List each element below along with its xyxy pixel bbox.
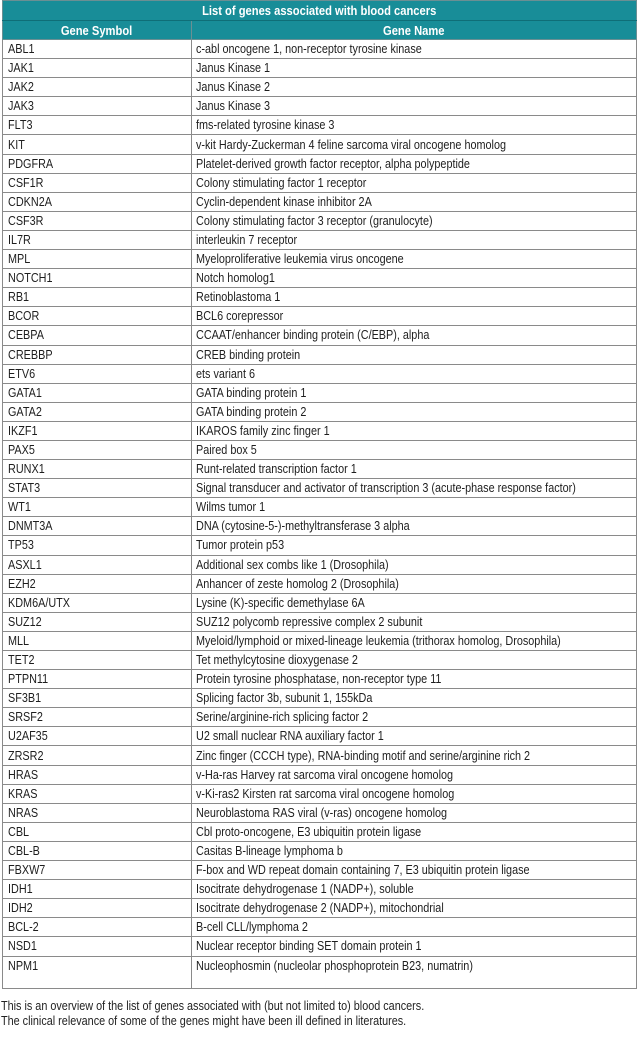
- gene-symbol-cell: [3, 250, 192, 269]
- gene-symbol-cell: [3, 765, 192, 784]
- table-row: [3, 918, 637, 937]
- gene-name-cell: [192, 746, 637, 765]
- gene-name-cell: [192, 383, 637, 402]
- table-row: [3, 479, 637, 498]
- gene-name: IKAROS family zinc finger 1: [196, 423, 330, 438]
- gene-name: fms-related tyrosine kinase 3: [196, 118, 335, 133]
- table-row: [3, 307, 637, 326]
- gene-name-cell: [192, 288, 637, 307]
- gene-name: c-abl oncogene 1, non-receptor tyrosine kinase: [196, 42, 422, 57]
- footnote: [1, 999, 493, 1029]
- gene-symbol-cell: [3, 555, 192, 574]
- gene-symbol-cell: [3, 670, 192, 689]
- gene-name-cell: [192, 307, 637, 326]
- gene-symbol: CREBBP: [8, 347, 53, 362]
- column-header-row: [3, 21, 637, 40]
- gene-symbol-cell: [3, 154, 192, 173]
- gene-symbol-cell: [3, 440, 192, 459]
- column-header-gene-symbol-text: Gene Symbol: [61, 22, 133, 38]
- gene-name: Tet methylcytosine dioxygenase 2: [196, 653, 358, 668]
- gene-symbol-cell: [3, 937, 192, 956]
- gene-name: Neuroblastoma RAS viral (v-ras) oncogene homolog: [196, 805, 448, 820]
- gene-symbol-cell: [3, 651, 192, 670]
- table-row: [3, 345, 637, 364]
- gene-symbol: ABL1: [8, 42, 35, 57]
- gene-name-cell: [192, 803, 637, 822]
- table-row: [3, 670, 637, 689]
- gene-symbol: PAX5: [8, 443, 35, 458]
- table-row: [3, 135, 637, 154]
- table-title: [3, 1, 637, 21]
- table-row: [3, 230, 637, 249]
- gene-name-cell: [192, 956, 637, 988]
- table-row: [3, 269, 637, 288]
- gene-name: Tumor protein p53: [196, 538, 285, 553]
- gene-symbol: GATA1: [8, 385, 42, 400]
- gene-symbol: STAT3: [8, 481, 41, 496]
- table-row: [3, 765, 637, 784]
- gene-name-cell: [192, 631, 637, 650]
- table-row: [3, 612, 637, 631]
- gene-name: ets variant 6: [196, 366, 256, 381]
- gene-name-cell: [192, 116, 637, 135]
- gene-symbol-cell: [3, 574, 192, 593]
- gene-name: interleukin 7 receptor: [196, 232, 298, 247]
- table-row: [3, 822, 637, 841]
- gene-name: Retinoblastoma 1: [196, 290, 281, 305]
- gene-name-cell: [192, 460, 637, 479]
- gene-symbol-cell: [3, 59, 192, 78]
- gene-name-cell: [192, 765, 637, 784]
- gene-symbol-cell: [3, 421, 192, 440]
- gene-name: Additional sex combs like 1 (Drosophila): [196, 557, 389, 572]
- gene-name: Zinc finger (CCCH type), RNA-binding motif and serine/arginine rich 2: [196, 748, 531, 763]
- gene-symbol-cell: [3, 402, 192, 421]
- gene-symbol-cell: [3, 822, 192, 841]
- gene-symbol-cell: [3, 956, 192, 988]
- gene-symbol-cell: [3, 746, 192, 765]
- table-row: [3, 97, 637, 116]
- gene-symbol-cell: [3, 803, 192, 822]
- table-row: [3, 727, 637, 746]
- gene-symbol: KIT: [8, 137, 25, 152]
- gene-symbol-cell: [3, 97, 192, 116]
- table-row: [3, 326, 637, 345]
- gene-symbol-cell: [3, 383, 192, 402]
- gene-name-cell: [192, 269, 637, 288]
- gene-symbol-cell: [3, 841, 192, 860]
- gene-name-cell: [192, 670, 637, 689]
- table-row: [3, 937, 637, 956]
- gene-table-body: [3, 40, 637, 989]
- gene-name-cell: [192, 937, 637, 956]
- table-row: [3, 536, 637, 555]
- gene-name: DNA (cytosine-5-)-methyltransferase 3 alpha: [196, 519, 410, 534]
- gene-name: Notch homolog1: [196, 271, 275, 286]
- gene-symbol: ZRSR2: [8, 748, 44, 763]
- gene-name: Myeloid/lymphoid or mixed-lineage leukemia (trithorax homolog, Drosophila): [196, 633, 561, 648]
- gene-symbol-cell: [3, 116, 192, 135]
- gene-symbol: BCOR: [8, 309, 40, 324]
- gene-symbol: TP53: [8, 538, 34, 553]
- gene-symbol-cell: [3, 326, 192, 345]
- gene-name: B-cell CLL/lymphoma 2: [196, 920, 308, 935]
- table-row: [3, 40, 637, 59]
- gene-symbol-cell: [3, 612, 192, 631]
- gene-symbol: JAK3: [8, 99, 34, 114]
- gene-symbol-cell: [3, 536, 192, 555]
- gene-name-cell: [192, 708, 637, 727]
- gene-name: Colony stimulating factor 1 receptor: [196, 175, 367, 190]
- gene-symbol: FBXW7: [8, 863, 46, 878]
- gene-symbol: RUNX1: [8, 462, 45, 477]
- gene-symbol-cell: [3, 689, 192, 708]
- gene-symbol-cell: [3, 288, 192, 307]
- table-row: [3, 651, 637, 670]
- gene-symbol-cell: [3, 517, 192, 536]
- table-row: [3, 288, 637, 307]
- gene-symbol: NSD1: [8, 939, 37, 954]
- gene-symbol-cell: [3, 708, 192, 727]
- table-row: [3, 631, 637, 650]
- gene-symbol-cell: [3, 918, 192, 937]
- gene-name-cell: [192, 250, 637, 269]
- gene-symbol-cell: [3, 784, 192, 803]
- table-row: [3, 211, 637, 230]
- gene-symbol-cell: [3, 498, 192, 517]
- gene-symbol: MLL: [8, 633, 30, 648]
- gene-symbol-cell: [3, 479, 192, 498]
- gene-symbol-cell: [3, 192, 192, 211]
- gene-name: F-box and WD repeat domain containing 7, E3 ubiquitin protein ligase: [196, 863, 530, 878]
- gene-name: Isocitrate dehydrogenase 2 (NADP+), mitochondrial: [196, 901, 444, 916]
- gene-name-cell: [192, 841, 637, 860]
- gene-name: Myeloproliferative leukemia virus oncogene: [196, 252, 404, 267]
- gene-name: Runt-related transcription factor 1: [196, 462, 357, 477]
- gene-name-cell: [192, 517, 637, 536]
- gene-name: Serine/arginine-rich splicing factor 2: [196, 710, 369, 725]
- footnote-line-1: This is an overview of the list of genes associated with (but not limited to) blood cancers.: [1, 999, 425, 1013]
- gene-symbol: EZH2: [8, 576, 36, 591]
- gene-name-cell: [192, 555, 637, 574]
- gene-symbol: SF3B1: [8, 691, 42, 706]
- gene-name: Casitas B-lineage lymphoma b: [196, 843, 343, 858]
- gene-name-cell: [192, 192, 637, 211]
- gene-name: Colony stimulating factor 3 receptor (granulocyte): [196, 213, 433, 228]
- gene-symbol-cell: [3, 460, 192, 479]
- gene-name-cell: [192, 651, 637, 670]
- gene-name: Nucleophosmin (nucleolar phosphoprotein B23, numatrin): [196, 958, 473, 973]
- gene-name-cell: [192, 479, 637, 498]
- gene-name: Anhancer of zeste homolog 2 (Drosophila): [196, 576, 399, 591]
- table-row: [3, 708, 637, 727]
- table-row: [3, 421, 637, 440]
- gene-name: GATA binding protein 1: [196, 385, 307, 400]
- gene-symbol-cell: [3, 269, 192, 288]
- gene-name: CCAAT/enhancer binding protein (C/EBP), alpha: [196, 328, 430, 343]
- table-row: [3, 250, 637, 269]
- gene-symbol-cell: [3, 135, 192, 154]
- gene-symbol: PTPN11: [8, 672, 49, 687]
- gene-symbol: KDM6A/UTX: [8, 595, 70, 610]
- gene-symbol: CBL-B: [8, 843, 40, 858]
- gene-name: Wilms tumor 1: [196, 500, 266, 515]
- table-row: [3, 402, 637, 421]
- gene-symbol-cell: [3, 861, 192, 880]
- gene-symbol: JAK2: [8, 80, 34, 95]
- gene-symbol: SUZ12: [8, 614, 42, 629]
- gene-symbol: NOTCH1: [8, 271, 53, 286]
- gene-symbol: ASXL1: [8, 557, 42, 572]
- gene-symbol: ETV6: [8, 366, 36, 381]
- gene-name: BCL6 corepressor: [196, 309, 284, 324]
- gene-symbol-cell: [3, 40, 192, 59]
- gene-symbol-cell: [3, 173, 192, 192]
- gene-name-cell: [192, 421, 637, 440]
- table-row: [3, 899, 637, 918]
- gene-name-cell: [192, 326, 637, 345]
- gene-name: Signal transducer and activator of transcription 3 (acute-phase response factor): [196, 481, 576, 496]
- gene-symbol: IDH1: [8, 882, 33, 897]
- gene-symbol: IL7R: [8, 232, 31, 247]
- gene-name-cell: [192, 880, 637, 899]
- gene-name: GATA binding protein 2: [196, 404, 307, 419]
- gene-symbol: CSF3R: [8, 213, 44, 228]
- gene-name: Splicing factor 3b, subunit 1, 155kDa: [196, 691, 373, 706]
- gene-symbol: TET2: [8, 653, 35, 668]
- table-title-text: List of genes associated with blood cancers: [202, 3, 437, 18]
- gene-name-cell: [192, 154, 637, 173]
- gene-name-cell: [192, 97, 637, 116]
- gene-name-cell: [192, 211, 637, 230]
- gene-symbol-cell: [3, 899, 192, 918]
- table-row: [3, 784, 637, 803]
- gene-name-cell: [192, 593, 637, 612]
- table-title-row: [3, 1, 637, 21]
- gene-name: v-kit Hardy-Zuckerman 4 feline sarcoma viral oncogene homolog: [196, 137, 507, 152]
- table-row: [3, 689, 637, 708]
- gene-name-cell: [192, 78, 637, 97]
- gene-symbol-cell: [3, 345, 192, 364]
- gene-name: Cbl proto-oncogene, E3 ubiquitin protein ligase: [196, 824, 422, 839]
- table-row: [3, 880, 637, 899]
- gene-symbol: CSF1R: [8, 175, 44, 190]
- gene-symbol: NPM1: [8, 958, 39, 973]
- gene-table-container: [2, 0, 636, 989]
- gene-symbol: FLT3: [8, 118, 33, 133]
- gene-name: Isocitrate dehydrogenase 1 (NADP+), soluble: [196, 882, 414, 897]
- gene-symbol: IKZF1: [8, 423, 38, 438]
- column-header-gene-name: [192, 21, 637, 40]
- gene-symbol-cell: [3, 593, 192, 612]
- gene-name-cell: [192, 784, 637, 803]
- gene-symbol: CBL: [8, 824, 30, 839]
- column-header-gene-name-text: Gene Name: [383, 22, 445, 38]
- gene-name: Lysine (K)-specific demethylase 6A: [196, 595, 365, 610]
- column-header-gene-symbol: [3, 21, 192, 40]
- gene-symbol: MPL: [8, 252, 31, 267]
- gene-name-cell: [192, 364, 637, 383]
- table-row: [3, 555, 637, 574]
- gene-name-cell: [192, 899, 637, 918]
- gene-symbol: DNMT3A: [8, 519, 53, 534]
- gene-symbol: IDH2: [8, 901, 33, 916]
- table-row: [3, 383, 637, 402]
- gene-name: v-Ha-ras Harvey rat sarcoma viral oncogene homolog: [196, 767, 454, 782]
- gene-name: Paired box 5: [196, 443, 257, 458]
- table-row: [3, 364, 637, 383]
- table-row: [3, 803, 637, 822]
- table-row: [3, 517, 637, 536]
- gene-name-cell: [192, 135, 637, 154]
- gene-name-cell: [192, 402, 637, 421]
- gene-symbol: RB1: [8, 290, 30, 305]
- gene-symbol-cell: [3, 230, 192, 249]
- gene-name-cell: [192, 173, 637, 192]
- gene-name-cell: [192, 727, 637, 746]
- gene-name: Cyclin-dependent kinase inhibitor 2A: [196, 194, 372, 209]
- gene-name: Protein tyrosine phosphatase, non-receptor type 11: [196, 672, 442, 687]
- gene-table: [2, 0, 637, 989]
- gene-symbol: CEBPA: [8, 328, 44, 343]
- gene-symbol-cell: [3, 211, 192, 230]
- gene-symbol-cell: [3, 364, 192, 383]
- gene-symbol: SRSF2: [8, 710, 43, 725]
- gene-name: CREB binding protein: [196, 347, 301, 362]
- table-row: [3, 78, 637, 97]
- gene-name-cell: [192, 59, 637, 78]
- table-row: [3, 841, 637, 860]
- gene-symbol-cell: [3, 880, 192, 899]
- gene-symbol-cell: [3, 307, 192, 326]
- table-row: [3, 116, 637, 135]
- gene-name: U2 small nuclear RNA auxiliary factor 1: [196, 729, 384, 744]
- gene-symbol-cell: [3, 631, 192, 650]
- gene-name: v-Ki-ras2 Kirsten rat sarcoma viral oncogene homolog: [196, 786, 455, 801]
- table-row: [3, 173, 637, 192]
- gene-symbol: KRAS: [8, 786, 38, 801]
- gene-name-cell: [192, 536, 637, 555]
- table-row: [3, 192, 637, 211]
- gene-name: Janus Kinase 2: [196, 80, 271, 95]
- gene-name-cell: [192, 822, 637, 841]
- gene-symbol-cell: [3, 727, 192, 746]
- gene-name-cell: [192, 612, 637, 631]
- gene-name: Nuclear receptor binding SET domain protein 1: [196, 939, 422, 954]
- table-row: [3, 593, 637, 612]
- gene-name: Janus Kinase 1: [196, 61, 271, 76]
- gene-name-cell: [192, 689, 637, 708]
- table-row: [3, 59, 637, 78]
- gene-symbol: NRAS: [8, 805, 39, 820]
- gene-name-cell: [192, 345, 637, 364]
- gene-name: Janus Kinase 3: [196, 99, 271, 114]
- gene-symbol: CDKN2A: [8, 194, 52, 209]
- gene-symbol: PDGFRA: [8, 156, 54, 171]
- table-row: [3, 746, 637, 765]
- footnote-line-2: The clinical relevance of some of the genes might have been ill defined in literatures.: [1, 1014, 407, 1028]
- gene-name: SUZ12 polycomb repressive complex 2 subunit: [196, 614, 423, 629]
- gene-symbol: HRAS: [8, 767, 39, 782]
- gene-name-cell: [192, 861, 637, 880]
- gene-name-cell: [192, 574, 637, 593]
- gene-symbol: WT1: [8, 500, 31, 515]
- gene-symbol: U2AF35: [8, 729, 48, 744]
- gene-symbol-cell: [3, 78, 192, 97]
- gene-symbol: GATA2: [8, 404, 42, 419]
- gene-name: Platelet-derived growth factor receptor, alpha polypeptide: [196, 156, 470, 171]
- table-row: [3, 460, 637, 479]
- gene-symbol: BCL-2: [8, 920, 39, 935]
- gene-name-cell: [192, 498, 637, 517]
- table-row: [3, 956, 637, 988]
- gene-name-cell: [192, 230, 637, 249]
- gene-name-cell: [192, 40, 637, 59]
- table-row: [3, 574, 637, 593]
- table-row: [3, 440, 637, 459]
- table-row: [3, 498, 637, 517]
- gene-name-cell: [192, 918, 637, 937]
- table-row: [3, 861, 637, 880]
- gene-name-cell: [192, 440, 637, 459]
- table-row: [3, 154, 637, 173]
- gene-symbol: JAK1: [8, 61, 34, 76]
